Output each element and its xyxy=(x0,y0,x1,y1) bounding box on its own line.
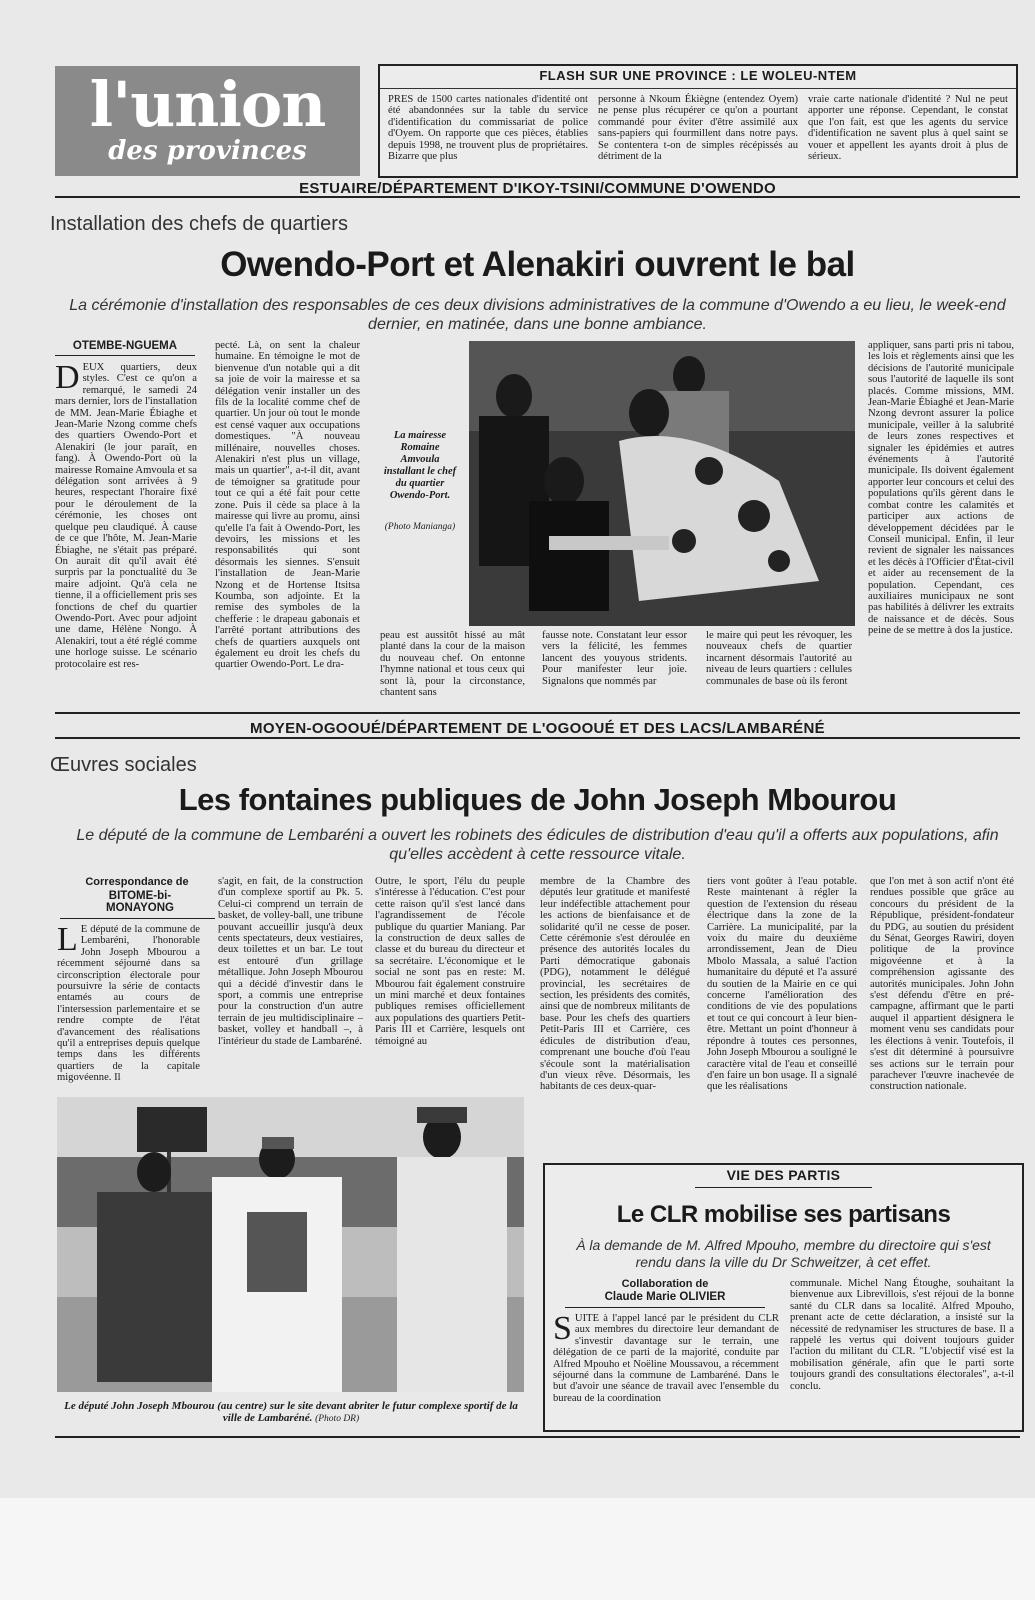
masthead-union-title: l'union xyxy=(89,68,326,141)
dropcap: D xyxy=(55,359,80,396)
vie-des-partis-box xyxy=(543,1163,1024,1432)
page-margin-bottom xyxy=(0,1498,1035,1600)
story2-caption-text: Le député John Joseph Mbourou (au centre) sur le site devant abriter le futur complexe sportif de la ville de Lambaréné. xyxy=(64,1400,518,1424)
flash-column-3: vraie carte nationale d'identité ? Nul ne peut apporter une réponse. Cependant, le constat que l'on fait, est que les agents du service d'identification ne savent plus à quel saint se vouer et appellent les ayants droit à plus de sérieux. xyxy=(808,94,1008,163)
story1-photo-credit: (Photo Manianga) xyxy=(384,522,456,532)
story1-column-3: peau est aussitôt hissé au mât planté dans la cour de la maison du nouveau chef. On entonne l'hymne national et tous ceux qui sont là, pour la circonstance, chantent sans xyxy=(380,630,525,699)
story1-byline: OTEMBE-NGUEMA xyxy=(72,340,178,352)
masthead-logo xyxy=(55,66,360,176)
story1-deck: La cérémonie d'installation des responsables de ces deux divisions administratives de la commune d'Owendo a eu lieu, le week-end dernier, en matinée, dans une bonne ambiance. xyxy=(69,297,1006,333)
story2-column-6: que l'on met à son actif n'ont été rendues possible que grâce au concours du président de la République, président-fondateur du PDG, au soutien du président du Sénat, Georges Rawiri, doyen politique de la province migovéenne et à la compréhension agissante des autorités municipales. John John s'est défendu d'être en pré-campagne, affirmant que le parti auquel il appartient désignera le moment venu ses candidats pour les élections à venir. Toutefois, il s'est dit déterminé à poursuivre ses actions sur le terrain pour parachever l'œuvre inachevée de construction nationale. xyxy=(870,876,1014,1093)
flash-column-1: PRES de 1500 cartes nationales d'identité ont été abandonnées sur la table du service d'identification du commissariat de police d'Oyem. On rapporte que ces pièces, établies depuis 1998, ne trouvent plus de propriétaires. Bizarre que plus xyxy=(388,94,588,163)
story3-column-1-text: UITE à l'appel lancé par le président du CLR aux membres du directoire leur demandant de s'investir davantage sur le terrain, une délégation de ce parti de la majorité, conduite par Alfred Mpouho et Noëline Moussavou, a récemment séjourné dans la commune de Lambaréné. Dans le but d'avoir une séance de travail avec l'ensemble du bureau de la coordination xyxy=(553,1313,779,1404)
section-rule xyxy=(695,1187,872,1188)
section-header-estuaire: ESTUAIRE/DÉPARTEMENT D'IKOY-TSINI/COMMUNE D'OWENDO xyxy=(299,180,776,197)
flash-title: FLASH SUR UNE PROVINCE : LE WOLEU-NTEM xyxy=(539,68,857,83)
story2-column-5: tiers vont goûter à l'eau potable. Reste maintenant à régler la question de l'extension du réseau électrique dans la zone de la Carrière. La municipalité, par la voix du maire du deuxième arrondissement, Jean de Dieu Mbolo Massala, a salué l'action humanitaire du député et l'a assuré du soutien de la Mairie en ce qui concerne l'amélioration des conditions de vie des populations et tout ce qui concourt à leur bien-être. Mettant un point d'honneur à répondre à toutes ces personnes, John Joseph Mbourou a souligné le caractère vital de l'eau et conseillé d'en faire un bon usage. Il a signalé que les réalisations xyxy=(707,876,857,1093)
flash-column-2: personne à Nkoum Ékiègne (entendez Oyem) ne pense plus récupérer ce qu'on a pourtant commandé pour éviter d'être assimilé aux sans-papiers qui fourmillent dans notre pays. Se contentera t-on de simples récépissés au détriment de la xyxy=(598,94,798,163)
section-header-moyen-ogooue: MOYEN-OGOOUÉ/DÉPARTEMENT DE L'OGOOUÉ ET DES LACS/LAMBARÉNÉ xyxy=(250,720,825,737)
story1-kicker: Installation des chefs de quartiers xyxy=(50,213,348,235)
story1-headline: Owendo-Port et Alenakiri ouvrent le bal xyxy=(220,245,855,284)
story2-photo-credit: (Photo DR) xyxy=(315,1414,360,1424)
story2-column-4: membre de la Chambre des députés leur gratitude et manifesté leur indéfectible attachement pour les actions de bienfaisance et de solidarité qu'il ne cesse de poser. Cette cérémonie s'est déroulée en présence des autorités locales du Parti démocratique gabonais (PDG), notamment le délégué provincial, les secrétaires de section, les présidents des comités, ainsi que de nombreux militants de base. Pour les chefs des quartiers Petit-Paris III et Carrière, ces édicules de distribution d'eau, comprenant une bouche d'où l'eau s'écoule sont la matérialisation d'un vieux rêve. Désormais, les habitants de ces deux-quar- xyxy=(540,876,690,1093)
story3-deck: À la demande de M. Alfred Mpouho, membre du directoire qui s'est rendu dans la ville du Dr Schweitzer, à cet effet. xyxy=(576,1237,991,1270)
dropcap: S xyxy=(553,1310,572,1347)
story2-column-1-text: E député de la commune de Lembaréni, l'honorable John Joseph Mbourou a récemment séjourné dans sa circonscription électorale pour poursuivre la série de contacts entamés au cours de l'intersession parlementaire et se rendre compte de l'état d'avancement des réalisations qu'il a entreprises depuis quelque temps dans les différents quartiers de la capitale migovéenne. Il xyxy=(57,924,200,1084)
story3-column-1 xyxy=(553,1310,779,1404)
ceremony-photo-illustration xyxy=(469,341,855,626)
story2-column-1 xyxy=(57,921,200,1084)
flash-box xyxy=(378,64,1018,178)
story1-column-5: le maire qui peut les révoquer, les nouveaux chefs de quartier incarnent désormais l'autorité au niveau de leurs quartiers : cellules communales de base où ils feront xyxy=(706,630,852,687)
page-bottom-rule xyxy=(55,1436,1020,1438)
flash-divider xyxy=(380,88,1016,89)
story2-headline: Les fontaines publiques de John Joseph Mbourou xyxy=(178,782,897,817)
story3-headline: Le CLR mobilise ses partisans xyxy=(616,1201,951,1228)
story2-photo-caption xyxy=(60,1400,522,1425)
dropcap: L xyxy=(57,921,78,958)
story2-photo xyxy=(57,1097,524,1392)
story3-byline-role: Collaboration de xyxy=(621,1278,709,1290)
section-header-vie-des-partis: VIE DES PARTIS xyxy=(726,1167,841,1183)
stadium-photo-illustration xyxy=(57,1097,524,1392)
story2-byline: BITOME-bi-MONAYONG xyxy=(106,890,174,914)
story1-photo xyxy=(469,341,855,626)
story2-kicker: Œuvres sociales xyxy=(50,754,197,776)
section-rule xyxy=(55,737,1020,739)
byline-rule xyxy=(55,355,195,356)
byline-rule xyxy=(60,918,215,919)
story3-column-2: communale. Michel Nang Étoughe, souhaitant la bienvenue aux Librevillois, s'est réjoui de la bonne santé du CLR dans sa localité. Alfred Mpouho, prenant acte de cette déclaration, a insisté sur la nécessité de redynamiser les structures de base. Il a rappelé les vertus qui doivent toujours guider l'action du militant du CLR. "L'objectif visé est la mobilisation générale, afin que le parti sorte toujours grandi des consultations électorales", a-t-il conclu. xyxy=(790,1278,1014,1392)
story1-photo-caption: La mairesse Romaine Amvoula installant le chef du quartier Owendo-Port. xyxy=(383,430,457,501)
story1-column-1 xyxy=(55,359,197,670)
story3-byline: Claude Marie OLIVIER xyxy=(604,1291,726,1303)
story-divider xyxy=(55,712,1020,714)
story1-column-4: fausse note. Constatant leur essor vers la félicité, les femmes lancent des youyous stridents. Pour manifester leur joie. Signalons que nommés par xyxy=(542,630,687,687)
story1-column-1-text: EUX quartiers, deux styles. C'est ce qu'on a remarqué, le samedi 24 mars dernier, lors de l'installation de MM. Jean-Marie Ébiaghe et Jean-Marie Nzong comme chefs des quartiers Owendo-Port et Alenakiri (le jour paraît, en fang). À Owendo-Port où la mairesse Romaine Amvoula et sa délégation sont arrivées à 9 heures, respectant l'horaire fixé pour le déroulement de la cérémonie, les choses ont quelque peu claudiqué. À cause de ce que l'hôte, M. Jean-Marie Ébiaghe, ne s'était pas préparé. On aurait dit qu'il avait été surpris par la ponctualité du 3e maire adjoint. Qu'à cela ne tienne, il a officiellement pris ses fonctions de chef du quartier Owendo-Port. Avec pour adjoint une dame, Hélène Nongo. À Alenakiri, tout a été réglé comme une horloge suisse. Le scénario protocolaire est res- xyxy=(55,362,197,670)
story2-column-3: Outre, le sport, l'élu du peuple s'intéresse à l'éducation. C'est pour cette raison qu'il s'est lancé dans l'agrandissement de l'école publique du quartier Maniang. Par la construction de deux salles de classe et du bureau du directeur et sa secrétaire. L'économique et le social ne sont pas en reste: M. Mbourou fait également construire un mini marché et deux fontaines publiques remises officiellement aux populations des quartiers Petit-Paris III et Carrière, lesquels ont témoigné au xyxy=(375,876,525,1047)
story1-column-6: appliquer, sans parti pris ni tabou, les lois et règlements ainsi que les décisions de l'autorité municipale sous l'autorité de laquelle ils sont placés. Comme missions, MM. Jean-Marie Ébiaghé et Jean-Marie Nzong devront assurer la police municipale, veiller à la salubrité de leurs zones respectives et signaler les épidémies et autres événements à l'autorité municipale. Ils doivent également apporter leur concours et celui des populations qu'ils gèrent dans le combat contre les calamités et participer aux actions de développement décidées par le Conseil municipal. Enfin, il leur revient de signaler les naissances et les décès à l'Officier d'État-civil et aider au recensement de la population. Cependant, ces auxiliaires municipaux ne sont pas habilités à délivrer les extraits de naissance et de décès. Sous peine de se mettre à dos la justice. xyxy=(868,340,1014,637)
byline-rule xyxy=(565,1307,765,1308)
story2-column-2: s'agit, en fait, de la construction d'un complexe sportif au Pk. 5. Celui-ci comprend un terrain de basket, de volley-ball, une tribune pouvant accueillir jusqu'à deux cents spectateurs, deux vestiaires, deux toilettes et un bar. Le tout est entouré d'un grillage métallique. John Joseph Mbourou qui a décidé d'investir dans le sport, a commis une entreprise pour la construction d'un autre terrain de jeu multidisciplinaire – basket, volley et handball –, à l'intérieur du stade de Lambaréné. xyxy=(218,876,363,1047)
story2-byline-role: Correspondance de xyxy=(85,876,189,888)
story1-column-2: pecté. Là, on sent la chaleur humaine. En témoigne le mot de bienvenue d'un notable qui a dit sa joie de voir la mairesse et sa délégation venir installer un des fils de la localité comme chef de quartier. Un jour où tout le monde est censé vaquer aux occupations domestiques. "À nouveau millénaire, nouvelles choses. Alenakiri n'est plus un village, mais un quartier", a-t-il dit, avant de témoigner sa gratitude pour tout ce qui a été fait pour cette zone. Puis il cède sa place à la mairesse qui livre au promu, ainsi qu'elle l'a fait à Owendo-Port, les devoirs, les missions et les responsabilités qui sont désormais les siennes. S'ensuit l'installation de Jean-Marie Nzong et de Hortense Itsitsa Koumba, son adjointe. Et la remise des symboles de la chefferie : le drapeau gabonais et l'arrêté portant attributions des chefs de quartiers auxquels ont également eu droit les chefs du quartier Owendo-Port. Le dra- xyxy=(215,340,360,671)
masthead-provinces-subtitle: des provinces xyxy=(108,136,307,166)
story2-deck: Le député de la commune de Lembaréni a ouvert les robinets des édicules de distribution d'eau qu'il a offerts aux populations, afin qu'elles accèdent à cette ressource vitale. xyxy=(76,827,999,863)
